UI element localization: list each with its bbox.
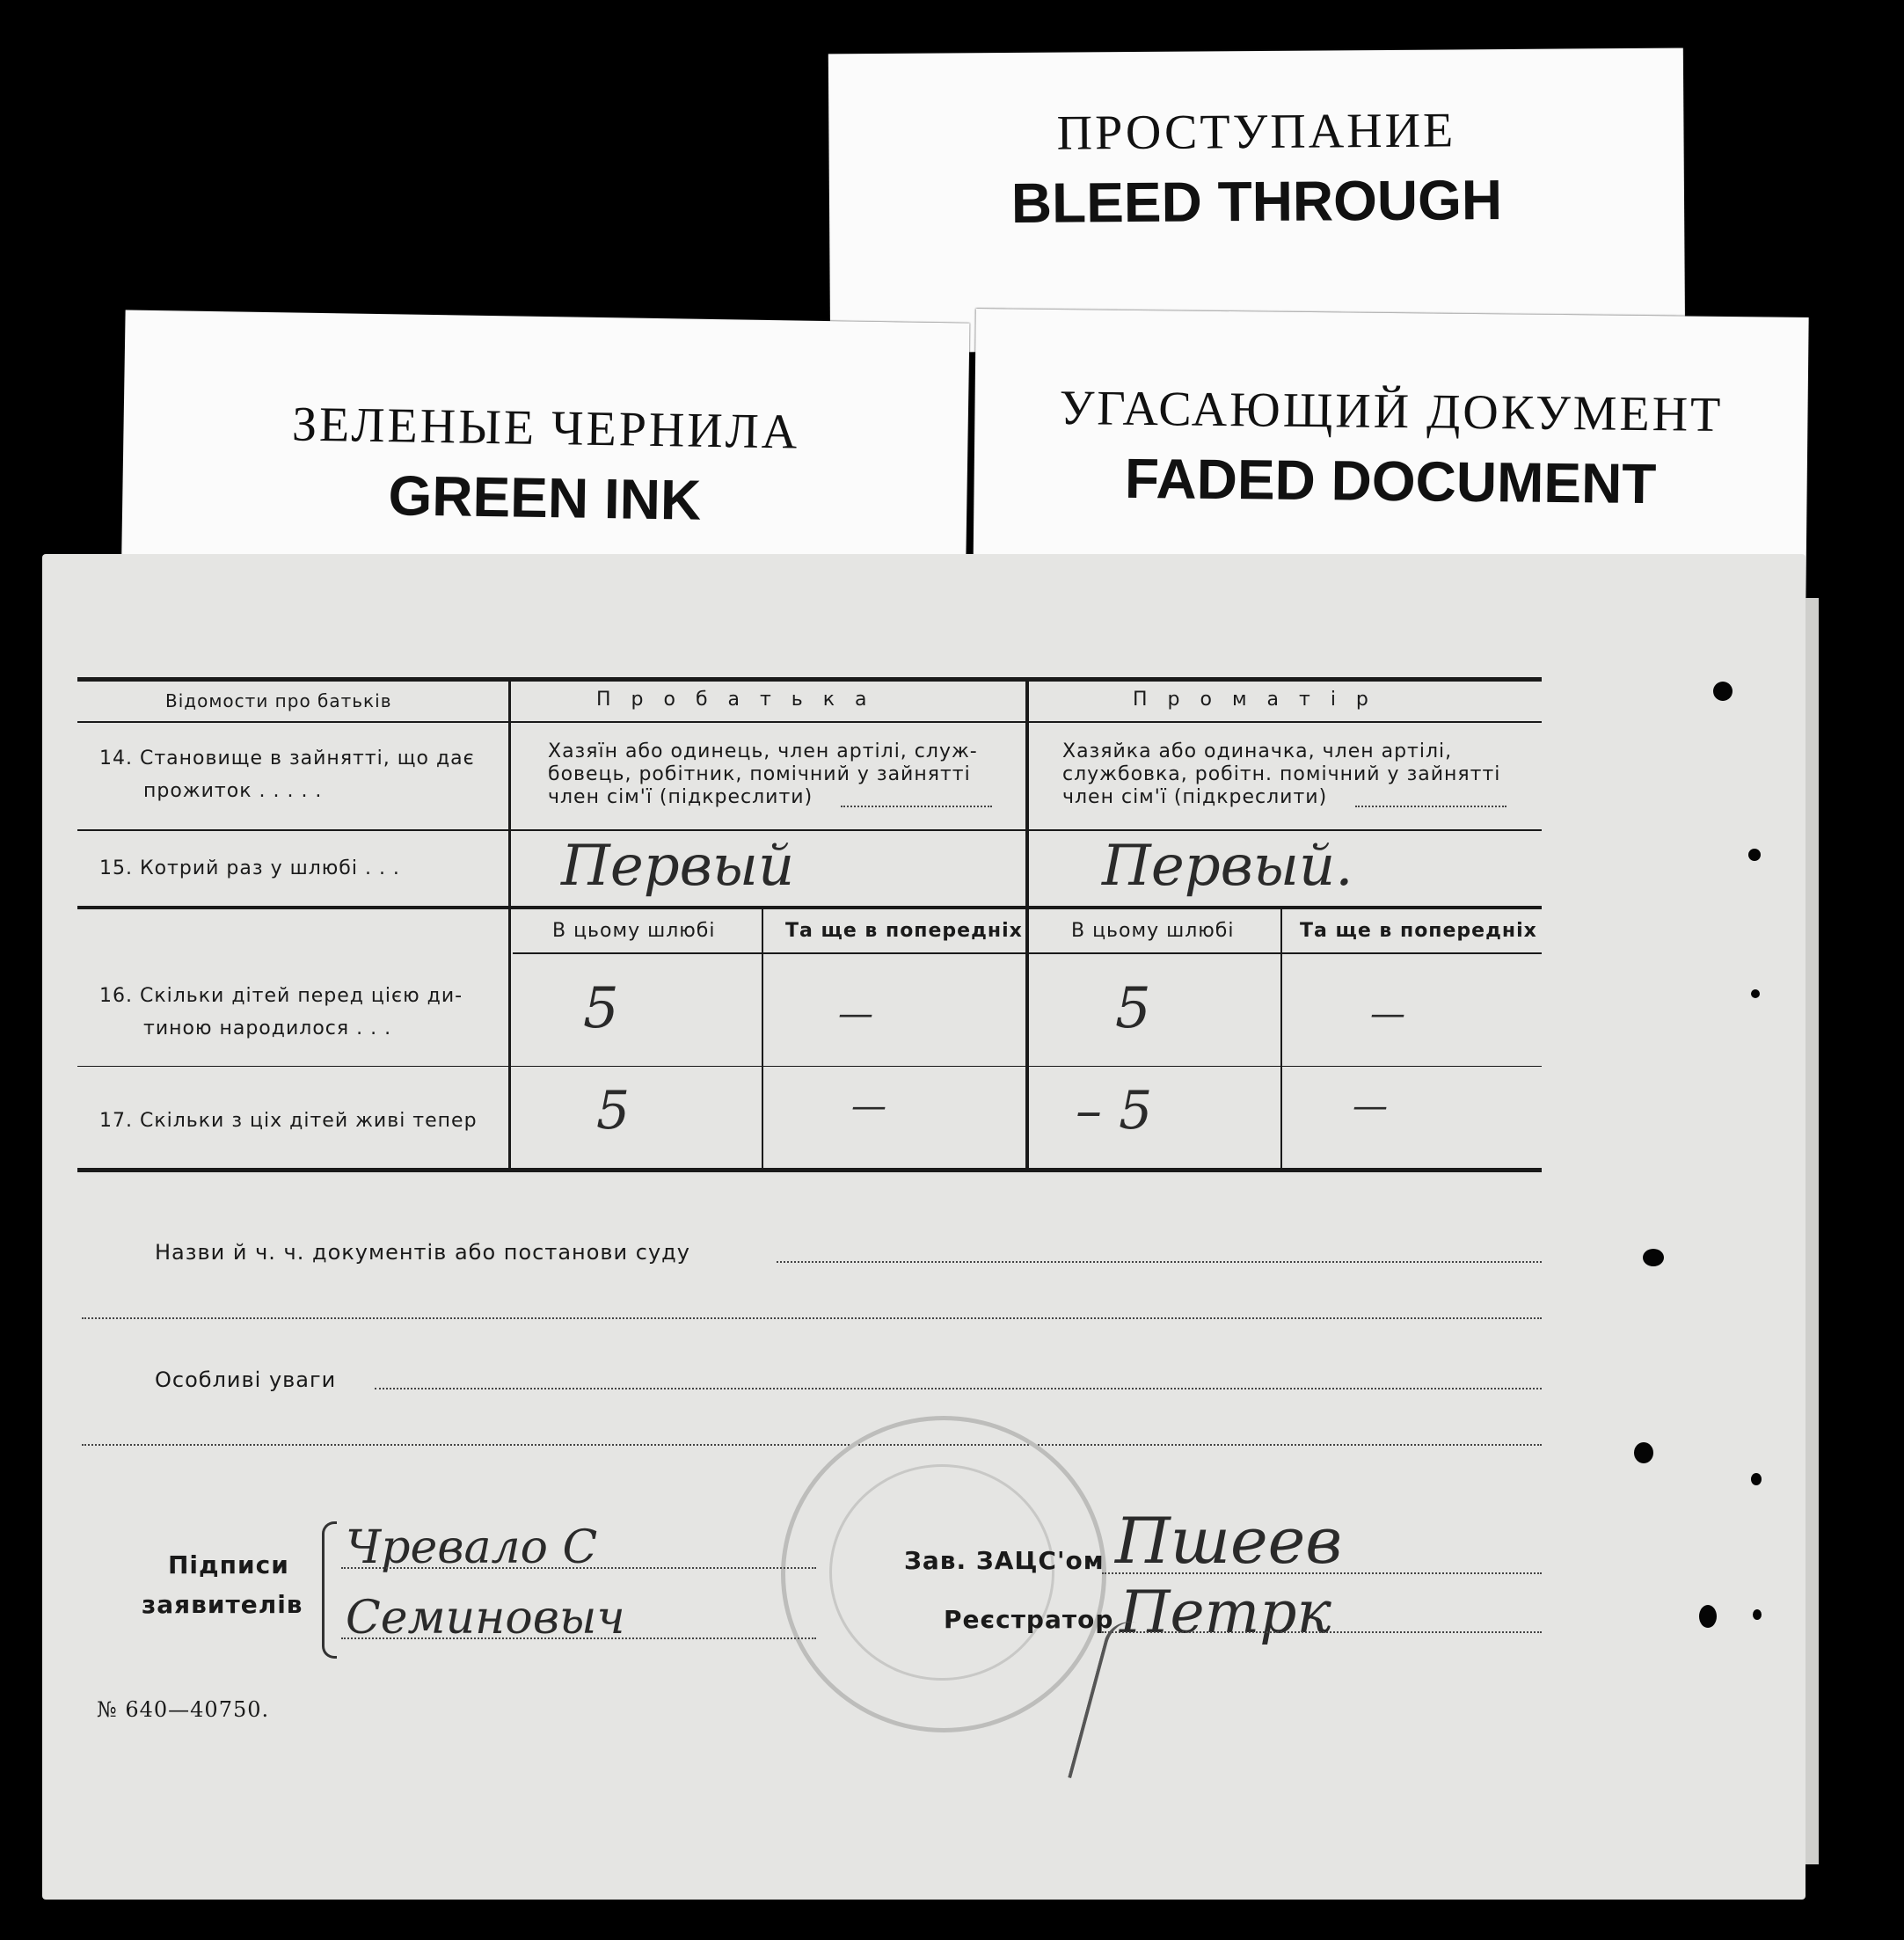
father-this-marriage-header: В цьому шлюбі	[552, 920, 716, 942]
row16-mother-prev: —	[1370, 994, 1405, 1034]
row17-label: 17. Скільки з ціх дітей живі тепер	[99, 1110, 478, 1132]
mother-previous-header: Та ще в попередніх	[1300, 920, 1537, 942]
head-signature-line	[1102, 1572, 1542, 1574]
punch-hole	[1751, 989, 1760, 998]
mother-this-marriage-header: В цьому шлюбі	[1071, 920, 1235, 942]
row15-mother-handwriting: Первый.	[1102, 834, 1353, 899]
row14-mother-3: член сім'ї (підкреслити)	[1062, 786, 1328, 808]
label-bleed-ru: ПРОСТУПАНИЕ	[1056, 103, 1456, 161]
header-father: П р о б а т ь к а	[596, 689, 874, 711]
registrar-signature-line	[1102, 1631, 1542, 1633]
applicant-signature-1: Чревало С	[346, 1521, 598, 1574]
punch-hole	[1643, 1249, 1664, 1266]
row14-label-1: 14. Становище в зайнятті, що дає	[99, 748, 475, 769]
signatures-label-2: заявителів	[142, 1590, 303, 1619]
row16-father-prev: —	[838, 994, 873, 1034]
registrar-label: Реєстратор	[944, 1605, 1114, 1634]
table-top-rule	[77, 677, 1542, 682]
col-divider-2	[1025, 679, 1029, 1170]
row14-label-2: прожиток . . . . .	[143, 780, 323, 802]
signatures-bracket	[322, 1521, 337, 1659]
row15-rule	[77, 906, 1542, 909]
punch-hole	[1699, 1605, 1717, 1628]
punch-hole	[1713, 682, 1733, 701]
documents-dots-1	[777, 1261, 1542, 1263]
notes-dots-2	[82, 1444, 1542, 1446]
row16-father-this: 5	[583, 976, 619, 1041]
documents-dots-2	[82, 1317, 1542, 1319]
col-divider-father	[762, 908, 763, 1170]
row14-father-1: Хазяїн або одинець, член артілі, служ-	[548, 740, 978, 762]
label-green-ru: ЗЕЛЕНЫЕ ЧЕРНИЛА	[291, 397, 800, 460]
head-label: Зав. ЗАЦС'ом	[904, 1546, 1105, 1575]
row16-label-1: 16. Скільки дітей перед цією ди-	[99, 985, 463, 1007]
father-previous-header: Та ще в попередніх	[785, 920, 1023, 942]
label-card-bleed-through	[828, 48, 1685, 354]
row16-rule	[77, 1066, 1542, 1067]
label-faded-ru: УГАСАЮЩИЙ ДОКУМЕНТ	[1059, 381, 1724, 442]
form-number: № 640—40750.	[97, 1697, 270, 1722]
row14-rule	[77, 829, 1542, 831]
row15-label: 15. Котрий раз у шлюбі . . .	[99, 857, 400, 879]
documents-label: Назви й ч. ч. документів або постанови суду	[155, 1240, 690, 1265]
label-bleed-en: BLEED THROUGH	[1010, 168, 1503, 235]
row14-mother-dots	[1355, 806, 1506, 807]
row16-label-2: тиною народилося . . .	[143, 1017, 392, 1039]
col-divider-1	[508, 679, 511, 1170]
signature-2-line	[341, 1637, 816, 1639]
table-header-rule	[77, 721, 1542, 723]
row14-mother-2: службовка, робітн. помічний у зайнятті	[1062, 763, 1501, 785]
signatures-label-1: Підписи	[168, 1550, 289, 1579]
row16-mother-this: 5	[1115, 976, 1151, 1041]
row15-father-handwriting: Первый	[561, 834, 795, 899]
label-faded-en: FADED DOCUMENT	[1124, 446, 1657, 516]
row14-father-3: член сім'ї (підкреслити)	[548, 786, 813, 808]
col-divider-mother	[1280, 908, 1282, 1170]
row17-father-this: 5	[596, 1080, 631, 1141]
notes-dots-1	[375, 1388, 1542, 1389]
signature-1-line	[341, 1567, 816, 1569]
punch-hole	[1634, 1442, 1653, 1463]
row17-mother-this: – 5	[1076, 1080, 1153, 1141]
document-sheet	[42, 554, 1806, 1900]
row17-mother-prev: —	[1353, 1086, 1388, 1127]
row14-father-dots	[841, 806, 992, 807]
registrar-signature: Петрк	[1120, 1579, 1331, 1646]
header-info: Відомости про батьків	[165, 690, 392, 711]
table-bottom-rule	[77, 1168, 1542, 1172]
row17-father-prev: —	[851, 1086, 886, 1127]
row14-mother-1: Хазяйка або одиначка, член артілі,	[1062, 740, 1453, 762]
header-mother: П р о м а т і р	[1133, 689, 1375, 711]
label-green-en: GREEN INK	[388, 463, 702, 532]
punch-hole	[1748, 849, 1761, 861]
applicant-signature-2: Семиновыч	[346, 1592, 625, 1645]
punch-hole	[1753, 1609, 1762, 1620]
head-signature: Пшеев	[1115, 1504, 1343, 1578]
row14-father-2: бовець, робітник, помічний у зайнятті	[548, 763, 971, 785]
notes-label: Особливі уваги	[155, 1367, 337, 1392]
punch-hole	[1751, 1473, 1762, 1485]
